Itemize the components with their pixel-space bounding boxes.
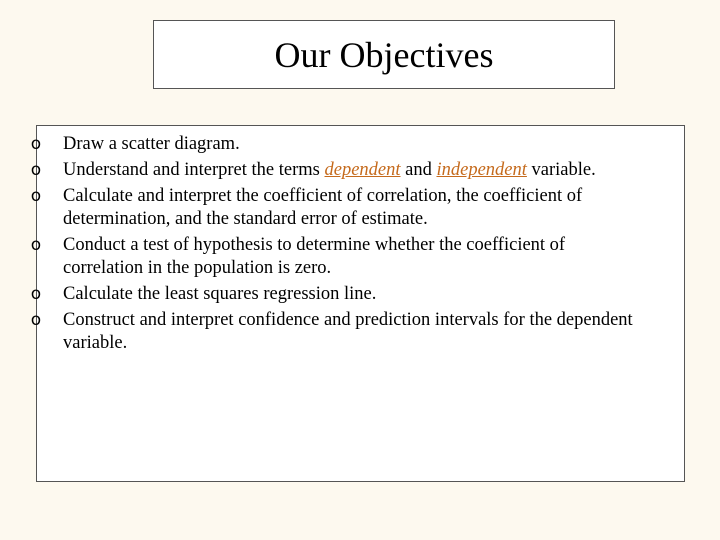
term-dependent: dependent <box>324 160 401 180</box>
objective-item <box>30 159 686 182</box>
objective-text: Draw a scatter diagram. <box>63 134 240 154</box>
bullet-icon: o <box>30 284 42 304</box>
objectives-box <box>30 125 685 482</box>
bullet-icon: o <box>30 186 42 206</box>
bullet-icon: o <box>30 134 42 154</box>
objective-text-continued: variable. <box>63 333 128 353</box>
objective-text: Calculate the least squares regression line. <box>63 284 377 304</box>
objective-text: Calculate and interpret the coefficient of correlation, the coefficient of <box>63 186 583 206</box>
objective-item <box>30 185 686 231</box>
bullet-icon: o <box>30 310 42 330</box>
objective-text: and <box>400 160 437 180</box>
objective-item <box>30 283 686 306</box>
objective-text: Conduct a test of hypothesis to determine whether the coefficient of <box>63 235 566 255</box>
slide-title: Our Objectives <box>274 34 494 75</box>
objective-text: variable. <box>526 160 596 180</box>
term-independent: independent <box>436 160 527 180</box>
objective-text-continued: determination, and the standard error of estimate. <box>63 209 428 229</box>
objective-item <box>30 133 686 156</box>
objective-text-continued: correlation in the population is zero. <box>63 258 332 278</box>
objective-text: Construct and interpret confidence and prediction intervals for the dependent <box>63 310 633 330</box>
title-box <box>153 20 615 89</box>
objective-item <box>30 234 686 280</box>
objective-text: Understand and interpret the terms <box>63 160 325 180</box>
objective-item <box>30 309 686 355</box>
bullet-icon: o <box>30 160 42 180</box>
bullet-icon: o <box>30 235 42 255</box>
objectives-list <box>30 133 686 358</box>
